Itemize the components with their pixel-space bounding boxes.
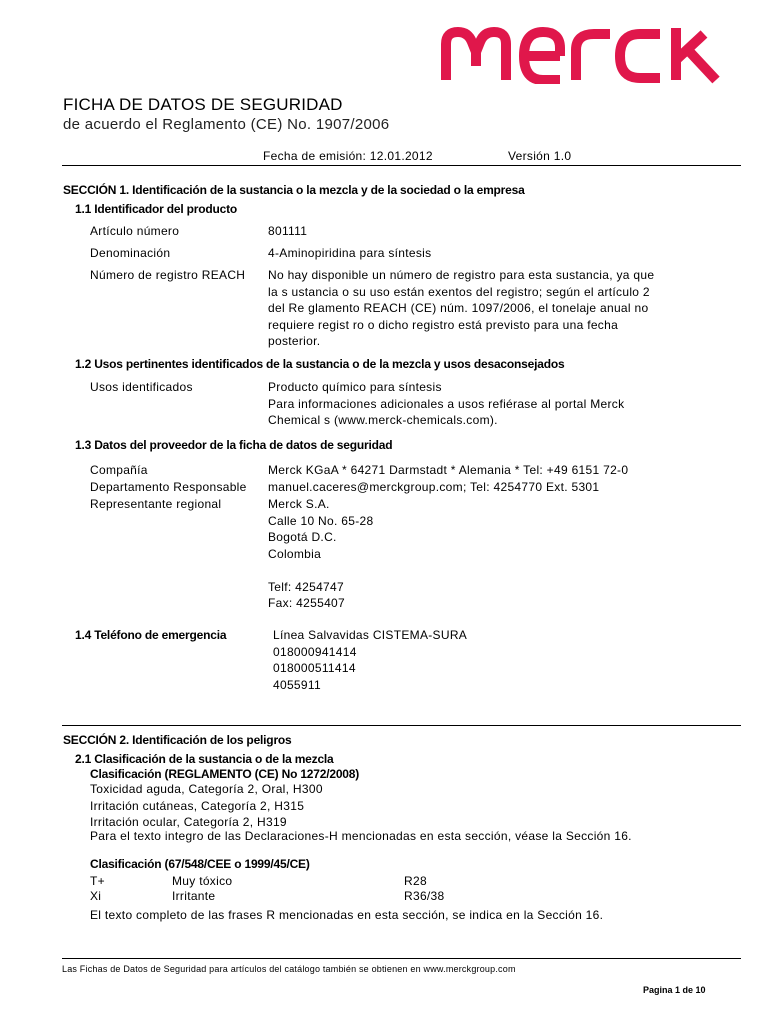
reach-line: requiere regist ro o dicho registro está previsto para una fecha xyxy=(268,317,619,332)
reach-line: No hay disponible un número de registro para esta sustancia, ya que xyxy=(268,268,655,282)
uses-line: Para informaciones adicionales a usos refiérase al portal Merck xyxy=(268,396,625,411)
tel-line: Telf: 4254747 xyxy=(268,579,344,594)
rep-label: Representante regional xyxy=(90,497,222,511)
company-label: Compañía xyxy=(90,463,148,477)
dept-label: Departamento Responsable xyxy=(90,480,247,494)
section1-heading: SECCIÓN 1. Identificación de la sustancia o la mezcla y de la sociedad o la empresa xyxy=(63,183,525,197)
reach-line: posterior. xyxy=(268,334,321,348)
merck-logo xyxy=(440,26,733,84)
company-value: Merck KGaA * 64271 Darmstadt * Alemania * Tel: +49 6151 72-0 xyxy=(268,463,629,477)
clp-heading: Clasificación (REGLAMENTO (CE) No 1272/2008) xyxy=(90,767,360,781)
clp-line: Irritación ocular, Categoría 2, H319 xyxy=(90,815,287,829)
document-title: FICHA DE DATOS DE SEGURIDAD xyxy=(63,95,343,114)
reach-line: del Re glamento REACH (CE) núm. 1097/2006, el tonelaje anual no xyxy=(268,301,649,315)
section-divider xyxy=(62,725,741,726)
rep-line: Calle 10 No. 65-28 xyxy=(268,513,374,528)
dsd-code: Xi xyxy=(90,889,102,903)
uses-label: Usos identificados xyxy=(90,380,193,394)
rep-line: Bogotá D.C. xyxy=(268,530,337,544)
footer-divider xyxy=(62,958,741,959)
uses-line: Producto químico para síntesis xyxy=(268,380,442,394)
header-divider xyxy=(62,165,741,166)
name-label: Denominación xyxy=(90,246,171,260)
uses-value xyxy=(268,379,624,429)
emergency-line: Línea Salvavidas CISTEMA-SURA xyxy=(273,628,468,642)
uses-line: Chemical s (www.merck-chemicals.com). xyxy=(268,413,498,427)
dsd-note: El texto completo de las frases R mencionadas en esta sección, se indica en la Sección 16. xyxy=(90,908,604,922)
clp-note: Para el texto integro de las Declaraciones-H mencionadas en esta sección, véase la Sección 16. xyxy=(90,829,632,843)
dsd-desc: Muy tóxico xyxy=(172,874,233,888)
fax-line: Fax: 4255407 xyxy=(268,596,345,610)
version: Versión 1.0 xyxy=(508,149,572,163)
dsd-r: R28 xyxy=(404,874,427,888)
name-value: 4-Aminopiridina para síntesis xyxy=(268,246,432,260)
section2-heading: SECCIÓN 2. Identificación de los peligros xyxy=(63,733,292,747)
reach-value xyxy=(268,267,654,350)
emergency-value xyxy=(273,627,467,693)
rep-line: Colombia xyxy=(268,546,322,561)
issue-date: Fecha de emisión: 12.01.2012 xyxy=(263,149,433,163)
emergency-line: 018000511414 xyxy=(273,661,356,675)
footer-text: Las Fichas de Datos de Seguridad para artículos del catálogo también se obtienen en www.merckgroup.com xyxy=(62,964,516,974)
dsd-heading: Clasificación (67/548/CEE o 1999/45/CE) xyxy=(90,857,310,871)
clp-line: Irritación cutáneas, Categoría 2, H315 xyxy=(90,798,305,813)
rep-line: Merck S.A. xyxy=(268,497,330,511)
clp-list xyxy=(90,781,323,831)
section1-2-heading: 1.2 Usos pertinentes identificados de la sustancia o de la mezcla y usos desaconsejados xyxy=(75,357,565,371)
reach-label: Número de registro REACH xyxy=(90,268,246,282)
clp-line: Toxicidad aguda, Categoría 2, Oral, H300 xyxy=(90,782,323,796)
section1-4-heading: 1.4 Teléfono de emergencia xyxy=(75,628,227,642)
section1-3-heading: 1.3 Datos del proveedor de la ficha de datos de seguridad xyxy=(75,438,393,452)
article-value: 801111 xyxy=(268,224,308,238)
page-number: Pagina 1 de 10 xyxy=(643,985,706,995)
dsd-code: T+ xyxy=(90,874,105,888)
dsd-desc: Irritante xyxy=(172,889,216,903)
section1-1-heading: 1.1 Identificador del producto xyxy=(75,202,238,216)
article-label: Artículo número xyxy=(90,224,180,238)
emergency-line: 4055911 xyxy=(273,677,321,692)
dsd-r: R36/38 xyxy=(404,889,445,903)
document-subtitle: de acuerdo el Reglamento (CE) No. 1907/2006 xyxy=(63,116,390,133)
section2-1-heading: 2.1 Clasificación de la sustancia o de la mezcla xyxy=(75,752,334,766)
emergency-line: 018000941414 xyxy=(273,644,357,659)
rep-value xyxy=(268,496,373,612)
dept-value: manuel.caceres@merckgroup.com; Tel: 4254770 Ext. 5301 xyxy=(268,480,600,494)
reach-line: la s ustancia o su uso están exentos del registro; según el artículo 2 xyxy=(268,284,650,299)
